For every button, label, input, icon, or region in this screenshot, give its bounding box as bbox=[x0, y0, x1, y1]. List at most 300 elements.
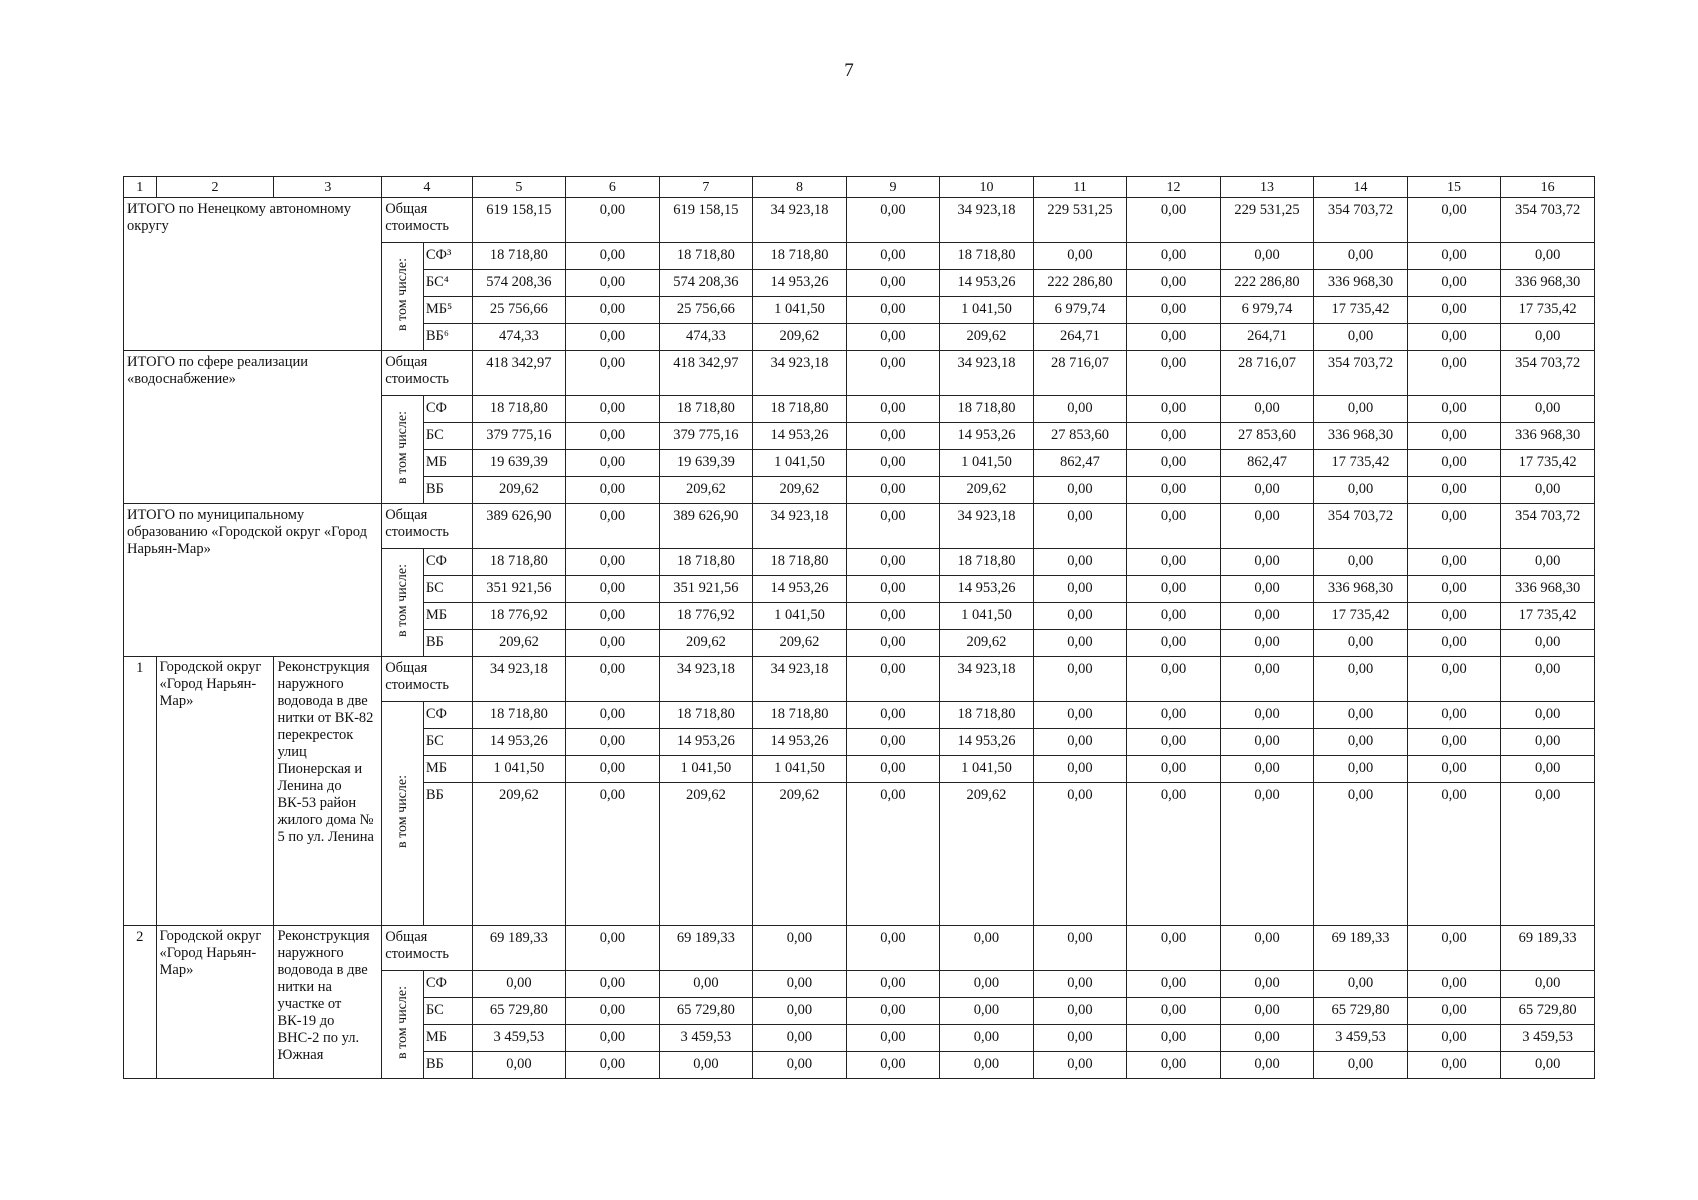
funding-source-code: БС⁴ bbox=[423, 270, 472, 297]
value-cell: 17 735,42 bbox=[1501, 297, 1595, 324]
value-cell: 0,00 bbox=[846, 324, 940, 351]
value-cell: 0,00 bbox=[566, 971, 660, 998]
value-cell: 418 342,97 bbox=[659, 351, 753, 396]
value-cell: 222 286,80 bbox=[1220, 270, 1314, 297]
value-cell: 0,00 bbox=[1033, 729, 1127, 756]
value-cell: 18 718,80 bbox=[753, 549, 847, 576]
value-cell: 0,00 bbox=[566, 423, 660, 450]
value-cell: 0,00 bbox=[1220, 756, 1314, 783]
section-total-row bbox=[124, 504, 1595, 549]
value-cell: 0,00 bbox=[566, 1052, 660, 1079]
value-cell: 0,00 bbox=[846, 783, 940, 926]
value-cell: 0,00 bbox=[659, 1052, 753, 1079]
value-cell: 0,00 bbox=[1501, 783, 1595, 926]
value-cell: 18 718,80 bbox=[940, 243, 1034, 270]
value-cell: 264,71 bbox=[1220, 324, 1314, 351]
value-cell: 0,00 bbox=[1127, 998, 1221, 1025]
funding-source-code: СФ bbox=[423, 702, 472, 729]
value-cell: 0,00 bbox=[1407, 756, 1501, 783]
value-cell: 18 776,92 bbox=[659, 603, 753, 630]
value-cell: 0,00 bbox=[1033, 1052, 1127, 1079]
value-cell: 0,00 bbox=[1127, 1052, 1221, 1079]
value-cell: 14 953,26 bbox=[472, 729, 566, 756]
value-cell: 18 718,80 bbox=[659, 243, 753, 270]
funding-source-code: СФ bbox=[423, 971, 472, 998]
value-cell: 0,00 bbox=[1220, 576, 1314, 603]
value-cell: 0,00 bbox=[566, 243, 660, 270]
value-cell: 19 639,39 bbox=[472, 450, 566, 477]
value-cell: 0,00 bbox=[940, 998, 1034, 1025]
value-cell: 0,00 bbox=[1033, 603, 1127, 630]
column-number-header: 8 bbox=[753, 177, 847, 198]
value-cell: 69 189,33 bbox=[1501, 926, 1595, 971]
value-cell: 209,62 bbox=[940, 630, 1034, 657]
value-cell: 229 531,25 bbox=[1220, 198, 1314, 243]
value-cell: 0,00 bbox=[1033, 630, 1127, 657]
value-cell: 0,00 bbox=[1127, 603, 1221, 630]
value-cell: 389 626,90 bbox=[472, 504, 566, 549]
value-cell: 0,00 bbox=[1127, 729, 1221, 756]
value-cell: 0,00 bbox=[1033, 477, 1127, 504]
section-total-row bbox=[124, 351, 1595, 396]
value-cell: 0,00 bbox=[1314, 630, 1408, 657]
value-cell: 0,00 bbox=[1127, 549, 1221, 576]
value-cell: 0,00 bbox=[846, 504, 940, 549]
value-cell: 0,00 bbox=[1407, 702, 1501, 729]
value-cell: 25 756,66 bbox=[472, 297, 566, 324]
value-cell: 0,00 bbox=[1407, 926, 1501, 971]
value-cell: 6 979,74 bbox=[1220, 297, 1314, 324]
value-cell: 27 853,60 bbox=[1220, 423, 1314, 450]
value-cell: 0,00 bbox=[846, 630, 940, 657]
value-cell: 0,00 bbox=[846, 198, 940, 243]
value-cell: 354 703,72 bbox=[1314, 351, 1408, 396]
value-cell: 14 953,26 bbox=[753, 576, 847, 603]
value-cell: 0,00 bbox=[1501, 1052, 1595, 1079]
value-cell: 0,00 bbox=[1407, 576, 1501, 603]
value-cell: 336 968,30 bbox=[1314, 423, 1408, 450]
value-cell: 0,00 bbox=[1220, 477, 1314, 504]
value-cell: 18 776,92 bbox=[472, 603, 566, 630]
value-cell: 0,00 bbox=[1407, 297, 1501, 324]
funding-source-code: МБ bbox=[423, 756, 472, 783]
value-cell: 0,00 bbox=[1407, 998, 1501, 1025]
value-cell: 69 189,33 bbox=[472, 926, 566, 971]
value-cell: 0,00 bbox=[1407, 351, 1501, 396]
value-cell: 0,00 bbox=[566, 998, 660, 1025]
value-cell: 0,00 bbox=[846, 477, 940, 504]
value-cell: 0,00 bbox=[659, 971, 753, 998]
value-cell: 18 718,80 bbox=[753, 702, 847, 729]
value-cell: 0,00 bbox=[1501, 729, 1595, 756]
value-cell: 0,00 bbox=[753, 926, 847, 971]
section-label: ИТОГО по Ненецкому автономному округу bbox=[124, 198, 382, 351]
value-cell: 0,00 bbox=[1314, 396, 1408, 423]
value-cell: 0,00 bbox=[1220, 603, 1314, 630]
value-cell: 0,00 bbox=[566, 270, 660, 297]
value-cell: 0,00 bbox=[566, 630, 660, 657]
value-cell: 0,00 bbox=[1127, 450, 1221, 477]
value-cell: 1 041,50 bbox=[753, 297, 847, 324]
value-cell: 0,00 bbox=[846, 297, 940, 324]
budget-table bbox=[123, 176, 1595, 1079]
included-label-cell bbox=[382, 396, 424, 504]
value-cell: 34 923,18 bbox=[753, 657, 847, 702]
value-cell: 0,00 bbox=[1407, 270, 1501, 297]
included-label: в том числе: bbox=[395, 985, 411, 1059]
value-cell: 354 703,72 bbox=[1501, 351, 1595, 396]
value-cell: 0,00 bbox=[1220, 783, 1314, 926]
value-cell: 619 158,15 bbox=[472, 198, 566, 243]
column-number-header: 16 bbox=[1501, 177, 1595, 198]
value-cell: 209,62 bbox=[753, 477, 847, 504]
value-cell: 474,33 bbox=[472, 324, 566, 351]
value-cell: 17 735,42 bbox=[1501, 450, 1595, 477]
value-cell: 0,00 bbox=[1127, 324, 1221, 351]
value-cell: 336 968,30 bbox=[1501, 423, 1595, 450]
value-cell: 474,33 bbox=[659, 324, 753, 351]
project-index: 1 bbox=[124, 657, 157, 926]
value-cell: 18 718,80 bbox=[753, 396, 847, 423]
value-cell: 0,00 bbox=[753, 1025, 847, 1052]
value-cell: 18 718,80 bbox=[472, 396, 566, 423]
included-label-cell bbox=[382, 549, 424, 657]
value-cell: 0,00 bbox=[1314, 243, 1408, 270]
value-cell: 0,00 bbox=[846, 1052, 940, 1079]
included-label-cell bbox=[382, 243, 424, 351]
value-cell: 18 718,80 bbox=[659, 702, 753, 729]
value-cell: 0,00 bbox=[1127, 297, 1221, 324]
value-cell: 0,00 bbox=[846, 423, 940, 450]
value-cell: 0,00 bbox=[1501, 702, 1595, 729]
value-cell: 34 923,18 bbox=[472, 657, 566, 702]
value-cell: 0,00 bbox=[566, 396, 660, 423]
project-municipality: Городской округ «Город Нарьян-Мар» bbox=[156, 657, 274, 926]
value-cell: 1 041,50 bbox=[940, 603, 1034, 630]
value-cell: 0,00 bbox=[1127, 477, 1221, 504]
value-cell: 0,00 bbox=[566, 297, 660, 324]
project-description: Реконструкция наружного водовода в две нитки от ВК-82 перекресток улиц Пионерская и Ленина до ВК-53 район жилого дома № 5 по ул. Ленина bbox=[274, 657, 382, 926]
included-label: в том числе: bbox=[395, 410, 411, 484]
value-cell: 0,00 bbox=[1407, 1052, 1501, 1079]
value-cell: 862,47 bbox=[1220, 450, 1314, 477]
value-cell: 0,00 bbox=[846, 450, 940, 477]
funding-source-code: ВБ bbox=[423, 783, 472, 926]
value-cell: 0,00 bbox=[1407, 324, 1501, 351]
column-number-header: 13 bbox=[1220, 177, 1314, 198]
value-cell: 14 953,26 bbox=[659, 729, 753, 756]
value-cell: 0,00 bbox=[1033, 576, 1127, 603]
funding-source-code: СФ bbox=[423, 549, 472, 576]
value-cell: 0,00 bbox=[1407, 477, 1501, 504]
value-cell: 0,00 bbox=[1501, 243, 1595, 270]
value-cell: 0,00 bbox=[1033, 549, 1127, 576]
value-cell: 0,00 bbox=[566, 198, 660, 243]
value-cell: 0,00 bbox=[1407, 549, 1501, 576]
value-cell: 14 953,26 bbox=[753, 270, 847, 297]
value-cell: 0,00 bbox=[1407, 603, 1501, 630]
value-cell: 862,47 bbox=[1033, 450, 1127, 477]
value-cell: 0,00 bbox=[566, 603, 660, 630]
table-body bbox=[124, 177, 1595, 1079]
column-number-header: 4 bbox=[382, 177, 472, 198]
value-cell: 0,00 bbox=[1033, 756, 1127, 783]
value-cell: 1 041,50 bbox=[753, 603, 847, 630]
value-cell: 69 189,33 bbox=[1314, 926, 1408, 971]
value-cell: 1 041,50 bbox=[940, 450, 1034, 477]
value-cell: 0,00 bbox=[846, 576, 940, 603]
value-cell: 0,00 bbox=[846, 549, 940, 576]
value-cell: 0,00 bbox=[566, 783, 660, 926]
funding-source-code: МБ⁵ bbox=[423, 297, 472, 324]
value-cell: 379 775,16 bbox=[659, 423, 753, 450]
value-cell: 0,00 bbox=[940, 971, 1034, 998]
value-cell: 0,00 bbox=[1127, 702, 1221, 729]
value-cell: 28 716,07 bbox=[1220, 351, 1314, 396]
column-number-header: 14 bbox=[1314, 177, 1408, 198]
value-cell: 1 041,50 bbox=[940, 756, 1034, 783]
section-total-row bbox=[124, 198, 1595, 243]
funding-source-code: БС bbox=[423, 576, 472, 603]
section-label: ИТОГО по муниципальному образованию «Городской округ «Город Нарьян-Мар» bbox=[124, 504, 382, 657]
value-cell: 0,00 bbox=[1127, 504, 1221, 549]
value-cell: 14 953,26 bbox=[753, 423, 847, 450]
column-number-header: 9 bbox=[846, 177, 940, 198]
funding-source-code: ВБ bbox=[423, 630, 472, 657]
value-cell: 0,00 bbox=[1314, 971, 1408, 998]
value-cell: 0,00 bbox=[1127, 926, 1221, 971]
project-municipality: Городской округ «Город Нарьян-Мар» bbox=[156, 926, 274, 1079]
value-cell: 0,00 bbox=[1220, 702, 1314, 729]
value-cell: 3 459,53 bbox=[472, 1025, 566, 1052]
value-cell: 1 041,50 bbox=[753, 756, 847, 783]
value-cell: 34 923,18 bbox=[940, 198, 1034, 243]
value-cell: 0,00 bbox=[846, 396, 940, 423]
value-cell: 418 342,97 bbox=[472, 351, 566, 396]
value-cell: 0,00 bbox=[846, 657, 940, 702]
value-cell: 0,00 bbox=[1314, 477, 1408, 504]
value-cell: 0,00 bbox=[1033, 971, 1127, 998]
value-cell: 0,00 bbox=[1501, 549, 1595, 576]
value-cell: 619 158,15 bbox=[659, 198, 753, 243]
value-cell: 18 718,80 bbox=[659, 549, 753, 576]
value-cell: 17 735,42 bbox=[1314, 297, 1408, 324]
funding-source-code: СФ bbox=[423, 396, 472, 423]
funding-source-code: МБ bbox=[423, 1025, 472, 1052]
value-cell: 14 953,26 bbox=[940, 729, 1034, 756]
value-cell: 0,00 bbox=[846, 1025, 940, 1052]
value-cell: 18 718,80 bbox=[472, 243, 566, 270]
total-cost-label: Общая стоимость bbox=[382, 351, 472, 396]
value-cell: 0,00 bbox=[1033, 783, 1127, 926]
funding-source-code: БС bbox=[423, 729, 472, 756]
column-number-header: 12 bbox=[1127, 177, 1221, 198]
value-cell: 0,00 bbox=[1127, 971, 1221, 998]
value-cell: 209,62 bbox=[659, 477, 753, 504]
value-cell: 0,00 bbox=[1407, 783, 1501, 926]
value-cell: 0,00 bbox=[1314, 549, 1408, 576]
value-cell: 0,00 bbox=[1127, 576, 1221, 603]
value-cell: 0,00 bbox=[1220, 971, 1314, 998]
value-cell: 1 041,50 bbox=[472, 756, 566, 783]
column-number-header: 2 bbox=[156, 177, 274, 198]
column-number-header: 15 bbox=[1407, 177, 1501, 198]
value-cell: 0,00 bbox=[1127, 243, 1221, 270]
value-cell: 209,62 bbox=[940, 477, 1034, 504]
value-cell: 14 953,26 bbox=[940, 270, 1034, 297]
value-cell: 34 923,18 bbox=[659, 657, 753, 702]
column-number-header: 3 bbox=[274, 177, 382, 198]
value-cell: 0,00 bbox=[1220, 1052, 1314, 1079]
value-cell: 0,00 bbox=[566, 926, 660, 971]
value-cell: 0,00 bbox=[1501, 324, 1595, 351]
column-number-header: 11 bbox=[1033, 177, 1127, 198]
value-cell: 18 718,80 bbox=[940, 396, 1034, 423]
funding-source-code: ВБ bbox=[423, 1052, 472, 1079]
value-cell: 0,00 bbox=[1220, 630, 1314, 657]
value-cell: 0,00 bbox=[1314, 702, 1408, 729]
value-cell: 17 735,42 bbox=[1501, 603, 1595, 630]
value-cell: 0,00 bbox=[1407, 450, 1501, 477]
total-cost-label: Общая стоимость bbox=[382, 504, 472, 549]
value-cell: 0,00 bbox=[566, 549, 660, 576]
value-cell: 0,00 bbox=[1501, 971, 1595, 998]
value-cell: 18 718,80 bbox=[472, 549, 566, 576]
value-cell: 34 923,18 bbox=[940, 504, 1034, 549]
value-cell: 264,71 bbox=[1033, 324, 1127, 351]
value-cell: 19 639,39 bbox=[659, 450, 753, 477]
value-cell: 209,62 bbox=[940, 324, 1034, 351]
value-cell: 1 041,50 bbox=[659, 756, 753, 783]
value-cell: 0,00 bbox=[940, 1052, 1034, 1079]
section-label: ИТОГО по сфере реализации «водоснабжение» bbox=[124, 351, 382, 504]
value-cell: 3 459,53 bbox=[1314, 1025, 1408, 1052]
value-cell: 0,00 bbox=[1501, 756, 1595, 783]
value-cell: 0,00 bbox=[846, 971, 940, 998]
value-cell: 389 626,90 bbox=[659, 504, 753, 549]
value-cell: 0,00 bbox=[1407, 729, 1501, 756]
value-cell: 0,00 bbox=[846, 351, 940, 396]
value-cell: 1 041,50 bbox=[940, 297, 1034, 324]
value-cell: 0,00 bbox=[1501, 477, 1595, 504]
value-cell: 354 703,72 bbox=[1314, 198, 1408, 243]
value-cell: 354 703,72 bbox=[1314, 504, 1408, 549]
value-cell: 209,62 bbox=[753, 630, 847, 657]
value-cell: 209,62 bbox=[472, 783, 566, 926]
value-cell: 0,00 bbox=[472, 971, 566, 998]
value-cell: 18 718,80 bbox=[472, 702, 566, 729]
value-cell: 0,00 bbox=[1501, 630, 1595, 657]
value-cell: 0,00 bbox=[1314, 657, 1408, 702]
value-cell: 209,62 bbox=[753, 783, 847, 926]
value-cell: 14 953,26 bbox=[753, 729, 847, 756]
value-cell: 0,00 bbox=[1033, 504, 1127, 549]
value-cell: 0,00 bbox=[1220, 998, 1314, 1025]
value-cell: 34 923,18 bbox=[940, 657, 1034, 702]
value-cell: 0,00 bbox=[566, 1025, 660, 1052]
value-cell: 18 718,80 bbox=[753, 243, 847, 270]
value-cell: 209,62 bbox=[472, 630, 566, 657]
value-cell: 0,00 bbox=[1407, 1025, 1501, 1052]
value-cell: 0,00 bbox=[1127, 657, 1221, 702]
value-cell: 0,00 bbox=[1407, 971, 1501, 998]
funding-source-code: МБ bbox=[423, 450, 472, 477]
column-number-header: 5 bbox=[472, 177, 566, 198]
value-cell: 0,00 bbox=[846, 702, 940, 729]
header-row bbox=[124, 177, 1595, 198]
total-cost-label: Общая стоимость bbox=[382, 657, 472, 702]
column-number-header: 6 bbox=[566, 177, 660, 198]
value-cell: 25 756,66 bbox=[659, 297, 753, 324]
value-cell: 65 729,80 bbox=[472, 998, 566, 1025]
value-cell: 18 718,80 bbox=[659, 396, 753, 423]
value-cell: 336 968,30 bbox=[1501, 576, 1595, 603]
project-description: Реконструкция наружного водовода в две нитки на участке от ВК-19 до ВНС-2 по ул. Южная bbox=[274, 926, 382, 1079]
value-cell: 0,00 bbox=[1033, 702, 1127, 729]
column-number-header: 1 bbox=[124, 177, 157, 198]
project-total-row bbox=[124, 657, 1595, 702]
value-cell: 0,00 bbox=[1033, 926, 1127, 971]
page-number: 7 bbox=[844, 60, 854, 81]
value-cell: 0,00 bbox=[1033, 243, 1127, 270]
value-cell: 209,62 bbox=[659, 630, 753, 657]
value-cell: 3 459,53 bbox=[659, 1025, 753, 1052]
value-cell: 0,00 bbox=[940, 926, 1034, 971]
value-cell: 0,00 bbox=[1220, 243, 1314, 270]
included-label-cell bbox=[382, 971, 424, 1079]
value-cell: 0,00 bbox=[566, 477, 660, 504]
value-cell: 574 208,36 bbox=[472, 270, 566, 297]
value-cell: 0,00 bbox=[1314, 324, 1408, 351]
value-cell: 351 921,56 bbox=[659, 576, 753, 603]
value-cell: 0,00 bbox=[1127, 270, 1221, 297]
value-cell: 65 729,80 bbox=[1314, 998, 1408, 1025]
value-cell: 0,00 bbox=[566, 324, 660, 351]
value-cell: 336 968,30 bbox=[1314, 270, 1408, 297]
value-cell: 0,00 bbox=[1220, 504, 1314, 549]
value-cell: 0,00 bbox=[1127, 630, 1221, 657]
funding-source-code: МБ bbox=[423, 603, 472, 630]
value-cell: 0,00 bbox=[1314, 729, 1408, 756]
value-cell: 0,00 bbox=[1033, 1025, 1127, 1052]
value-cell: 14 953,26 bbox=[940, 423, 1034, 450]
value-cell: 1 041,50 bbox=[753, 450, 847, 477]
value-cell: 209,62 bbox=[940, 783, 1034, 926]
value-cell: 17 735,42 bbox=[1314, 450, 1408, 477]
value-cell: 0,00 bbox=[846, 756, 940, 783]
value-cell: 209,62 bbox=[659, 783, 753, 926]
value-cell: 28 716,07 bbox=[1033, 351, 1127, 396]
value-cell: 0,00 bbox=[566, 450, 660, 477]
value-cell: 0,00 bbox=[1127, 351, 1221, 396]
value-cell: 0,00 bbox=[753, 1052, 847, 1079]
value-cell: 0,00 bbox=[846, 603, 940, 630]
value-cell: 0,00 bbox=[1127, 423, 1221, 450]
value-cell: 0,00 bbox=[846, 270, 940, 297]
included-label-cell bbox=[382, 702, 424, 926]
value-cell: 0,00 bbox=[1127, 1025, 1221, 1052]
value-cell: 0,00 bbox=[1220, 926, 1314, 971]
value-cell: 3 459,53 bbox=[1501, 1025, 1595, 1052]
value-cell: 14 953,26 bbox=[940, 576, 1034, 603]
value-cell: 0,00 bbox=[1407, 423, 1501, 450]
value-cell: 0,00 bbox=[846, 729, 940, 756]
value-cell: 209,62 bbox=[472, 477, 566, 504]
value-cell: 0,00 bbox=[472, 1052, 566, 1079]
funding-source-code: ВБ bbox=[423, 477, 472, 504]
value-cell: 0,00 bbox=[1314, 783, 1408, 926]
value-cell: 0,00 bbox=[1127, 396, 1221, 423]
